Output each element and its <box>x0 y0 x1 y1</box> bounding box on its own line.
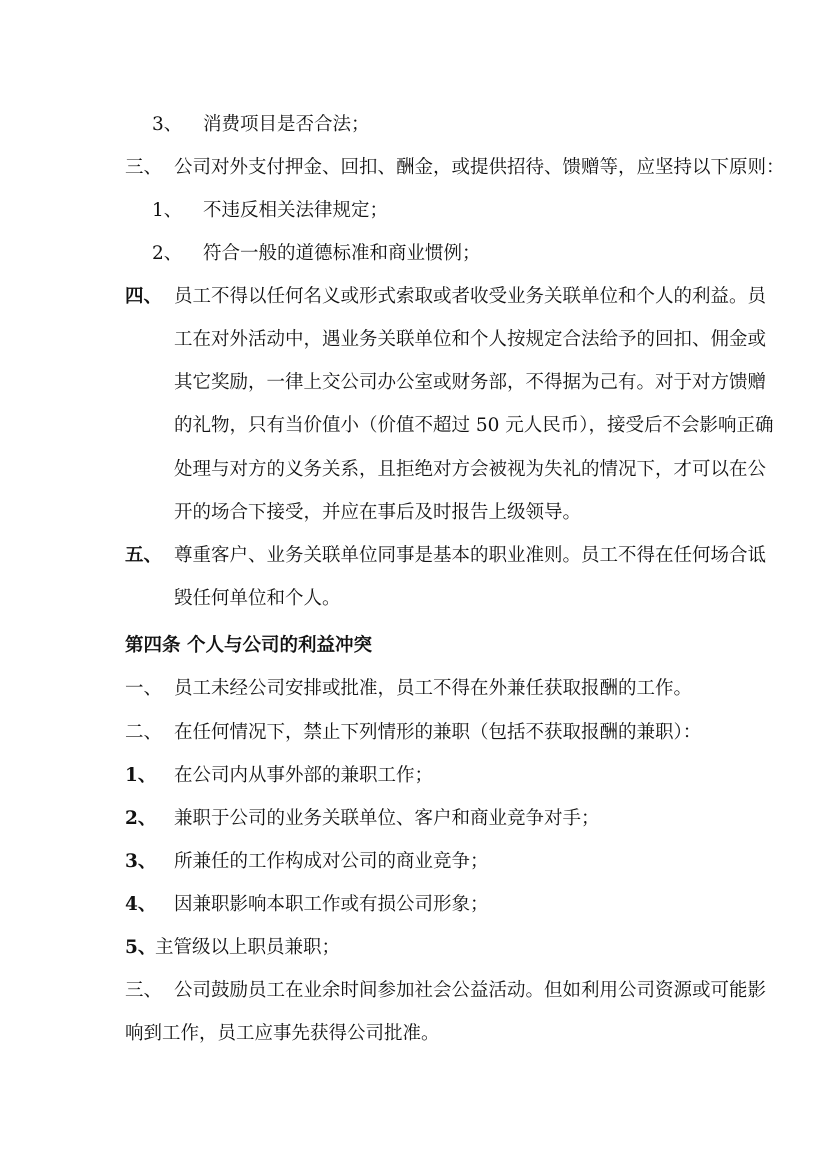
item-number: 3、 <box>152 114 183 135</box>
item-text: 所兼任的工作构成对公司的商业竞争； <box>174 851 489 872</box>
item-number: 5、 <box>125 937 157 958</box>
item-number: 四、 <box>125 286 163 307</box>
item-number: 2、 <box>125 808 157 829</box>
item-number: 二、 <box>125 722 163 743</box>
item-text-line: 处理与对方的义务关系，且拒绝对方会被视为失礼的情况下，才可以在公 <box>174 459 767 480</box>
item-text-line: 公司鼓励员工在业余时间参加社会公益活动。但如利用公司资源或可能影 <box>174 980 767 1001</box>
item-text-line: 其它奖励，一律上交公司办公室或财务部，不得据为己有。对于对方馈赠 <box>174 372 767 393</box>
item-text: 符合一般的道德标准和商业惯例； <box>203 243 481 264</box>
item-text-line: 的礼物，只有当价值小（价值不超过 50 元人民币），接受后不会影响正确 <box>174 415 774 436</box>
item-number: 五、 <box>125 545 163 566</box>
item-text-line: 响到工作，员工应事先获得公司批准。 <box>125 1023 440 1044</box>
item-text: 因兼职影响本职工作或有损公司形象； <box>174 894 489 915</box>
item-text: 消费项目是否合法； <box>203 114 370 135</box>
item-number: 一、 <box>125 678 163 699</box>
item-text-line: 尊重客户、业务关联单位同事是基本的职业准则。员工不得在任何场合诋 <box>174 545 767 566</box>
item-text-line: 开的场合下接受，并应在事后及时报告上级领导。 <box>174 502 582 523</box>
item-number: 3、 <box>125 851 157 872</box>
item-text: 公司对外支付押金、回扣、酬金，或提供招待、馈赠等，应坚持以下原则： <box>174 157 785 178</box>
item-text-line: 毁任何单位和个人。 <box>174 588 341 609</box>
item-text: 主管级以上职员兼职； <box>155 937 341 958</box>
item-text: 不违反相关法律规定； <box>203 200 389 221</box>
item-number: 1、 <box>125 765 157 786</box>
item-text: 在任何情况下，禁止下列情形的兼职（包括不获取报酬的兼职）： <box>174 722 702 743</box>
item-text-line: 工在对外活动中，遇业务关联单位和个人按规定合法给予的回扣、佣金或 <box>174 329 767 350</box>
item-number: 三、 <box>125 157 163 178</box>
section-heading: 第四条 个人与公司的利益冲突 <box>125 635 372 656</box>
item-number: 4、 <box>125 894 157 915</box>
item-text: 员工未经公司安排或批准，员工不得在外兼任获取报酬的工作。 <box>174 678 693 699</box>
item-text: 兼职于公司的业务关联单位、客户和商业竞争对手； <box>174 808 600 829</box>
item-number: 2、 <box>152 243 183 264</box>
item-number: 三、 <box>125 980 163 1001</box>
item-text-line: 员工不得以任何名义或形式索取或者收受业务关联单位和个人的利益。员 <box>174 286 767 307</box>
item-text: 在公司内从事外部的兼职工作； <box>174 765 434 786</box>
item-number: 1、 <box>152 200 183 221</box>
